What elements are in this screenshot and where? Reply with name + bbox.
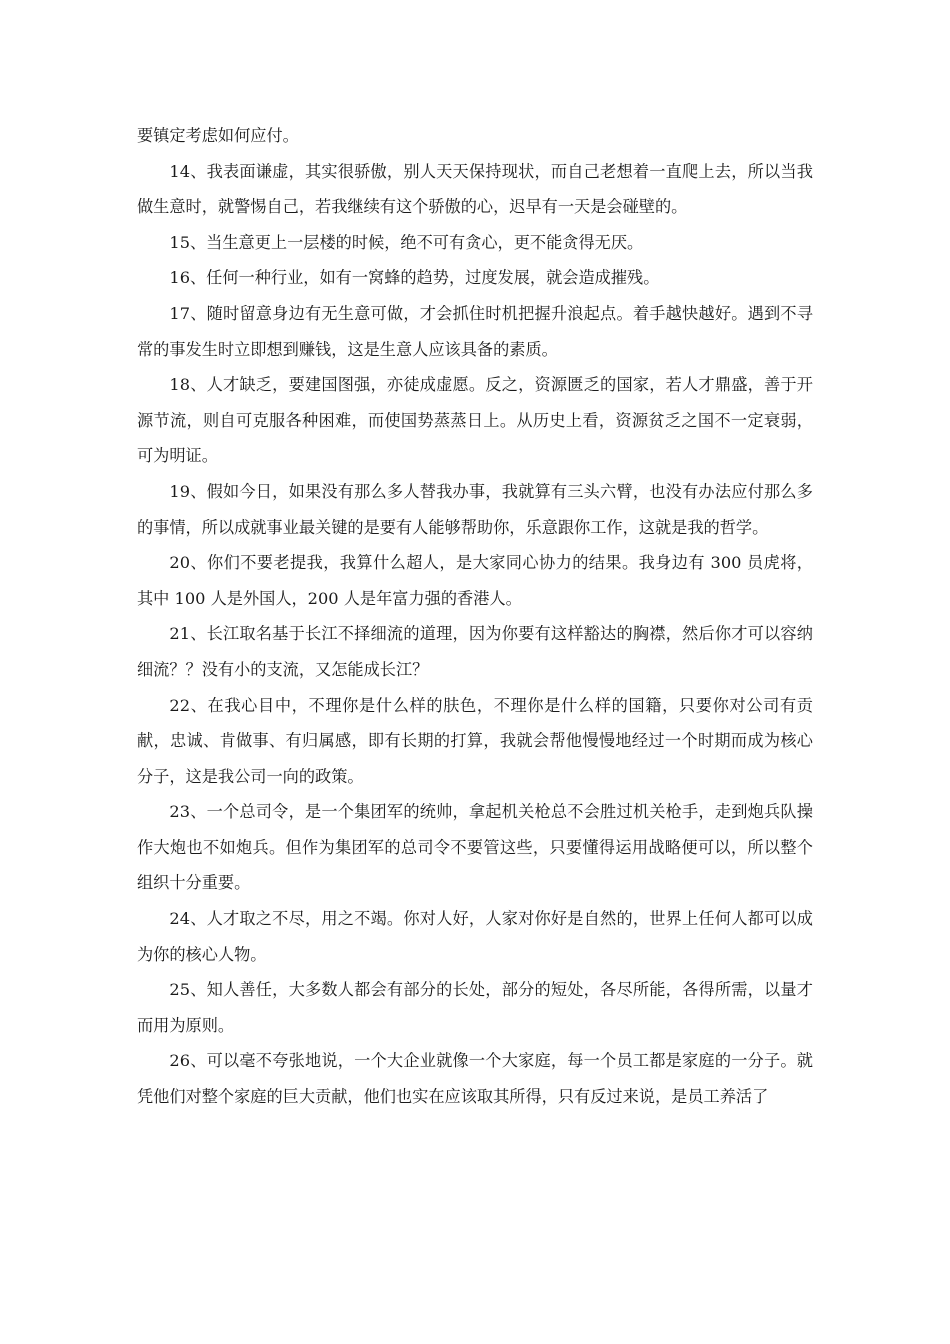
paragraph-item-15: 15、当生意更上一层楼的时候，绝不可有贪心，更不能贪得无厌。: [169, 232, 644, 252]
paragraph-item-19: 19、假如今日，如果没有那么多人替我办事，我就算有三头六臂，也没有办法应付那么多的事情，所以成就事业最关键的是要有人能够帮助你，乐意跟你工作，这就是我的哲学。: [137, 481, 813, 537]
paragraph-item-24: 24、人才取之不尽，用之不竭。你对人好，人家对你好是自然的，世界上任何人都可以成为你的核心人物。: [137, 909, 813, 964]
paragraph-item-25: 25、知人善任，大多数人都会有部分的长处，部分的短处，各尽所能，各得所需，以量才而用为原则。: [137, 980, 813, 1035]
paragraph-continuation: 要镇定考虑如何应付。: [137, 126, 299, 145]
paragraph-item-22: 22、在我心目中，不理你是什么样的肤色，不理你是什么样的国籍，只要你对公司有贡献，忠诚、肯做事、有归属感，即有长期的打算，我就会帮他慢慢地经过一个时期而成为核心分子，这是我公司一向的政策。: [137, 695, 813, 786]
paragraph-item-23: 23、一个总司令，是一个集团军的统帅，拿起机关枪总不会胜过机关枪手，走到炮兵队操作大炮也不如炮兵。但作为集团军的总司令不要管这些，只要懂得运用战略便可以，所以整个组织十分重要。: [137, 802, 813, 893]
paragraph-item-16: 16、任何一种行业，如有一窝蜂的趋势，过度发展，就会造成摧残。: [169, 268, 660, 288]
paragraph-item-17: 17、随时留意身边有无生意可做，才会抓住时机把握升浪起点。着手越快越好。遇到不寻常的事发生时立即想到赚钱，这是生意人应该具备的素质。: [137, 303, 813, 359]
paragraph-item-21: 21、长江取名基于长江不择细流的道理，因为你要有这样豁达的胸襟，然后你才可以容纳细流？？没有小的支流，又怎能成长江？: [137, 624, 813, 679]
paragraph-item-18: 18、人才缺乏，要建国图强，亦徒成虚愿。反之，资源匮乏的国家，若人才鼎盛，善于开源节流，则自可克服各种困难，而使国势蒸蒸日上。从历史上看，资源贫乏之国不一定衰弱，可为明证。: [137, 375, 813, 466]
document-body: [137, 118, 813, 1115]
paragraph-item-14: 14、我表面谦虚，其实很骄傲，别人天天保持现状，而自己老想着一直爬上去，所以当我做生意时，就警惕自己，若我继续有这个骄傲的心，迟早有一天是会碰壁的。: [137, 161, 813, 217]
paragraph-item-20: 20、你们不要老提我，我算什么超人，是大家同心协力的结果。我身边有 300 员虎将，其中 100 人是外国人，200 人是年富力强的香港人。: [137, 553, 813, 608]
paragraph-item-26: 26、可以毫不夸张地说，一个大企业就像一个大家庭，每一个员工都是家庭的一分子。就凭他们对整个家庭的巨大贡献，他们也实在应该取其所得，只有反过来说，是员工养活了: [137, 1051, 813, 1107]
